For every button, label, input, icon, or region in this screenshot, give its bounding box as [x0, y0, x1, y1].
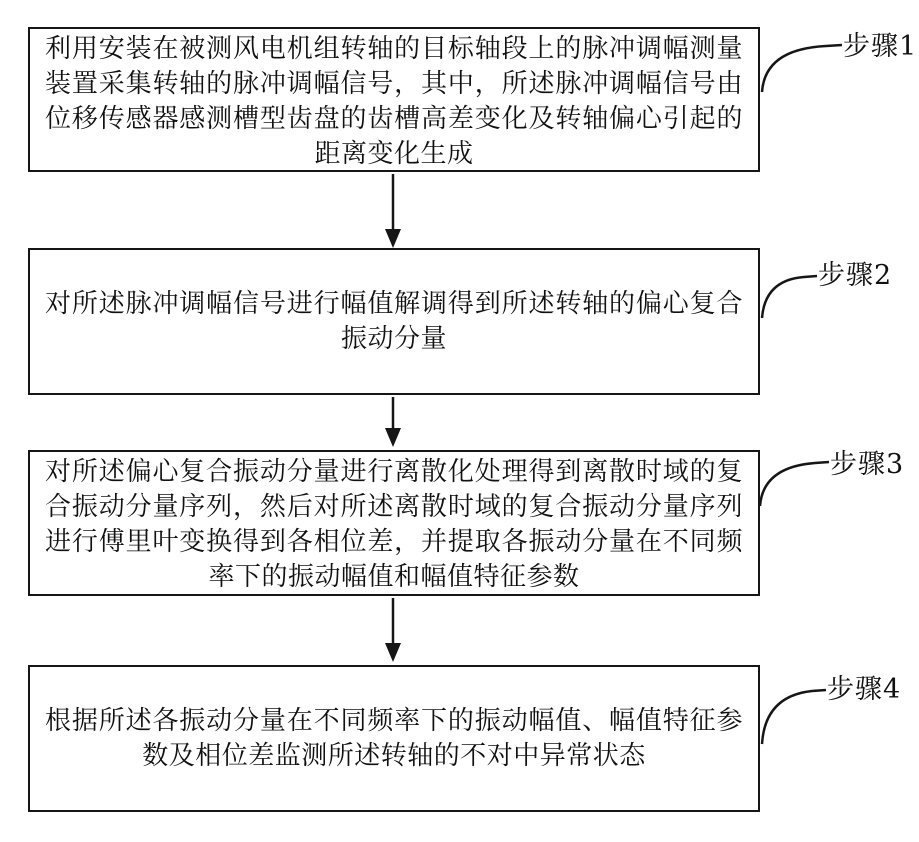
step-2-label: 步骤2	[818, 260, 893, 291]
step-2-box	[28, 248, 760, 395]
step-3-leader-line	[760, 462, 829, 506]
step-1-box	[28, 27, 760, 172]
step-1-text: 利用安装在被测风电机组转轴的目标轴段上的脉冲调幅测量装置采集转轴的脉冲调幅信号，其中，所述脉冲调幅信号由位移传感器感测槽型齿盘的齿槽高差变化及转轴偏心引起的距离变化生成	[45, 34, 743, 169]
step-4-box	[28, 665, 760, 812]
step-2-leader-line	[762, 276, 817, 318]
flow-arrow-3-4	[385, 598, 401, 662]
step-3-text: 对所述偏心复合振动分量进行离散化处理得到离散时域的复合振动分量序列，然后对所述离散时域的复合振动分量序列进行傅里叶变换得到各相位差，并提取各振动分量在不同频率下的振动幅值和幅值特征参数	[45, 457, 743, 592]
step-3-label: 步骤3	[830, 449, 905, 480]
step-4-text: 根据所述各振动分量在不同频率下的振动幅值、幅值特征参数及相位差监测所述转轴的不对中异常状态	[45, 705, 743, 771]
step-1-leader-line	[762, 45, 842, 92]
flow-arrow-2-3	[385, 397, 401, 447]
step-1-label: 步骤1	[843, 31, 918, 62]
step-4-leader-line	[762, 690, 826, 744]
step-2-text: 对所述脉冲调幅信号进行幅值解调得到所述转轴的偏心复合振动分量	[45, 288, 743, 354]
flow-arrow-1-2	[385, 174, 401, 248]
step-4-label: 步骤4	[827, 674, 902, 705]
step-3-box	[28, 450, 760, 596]
